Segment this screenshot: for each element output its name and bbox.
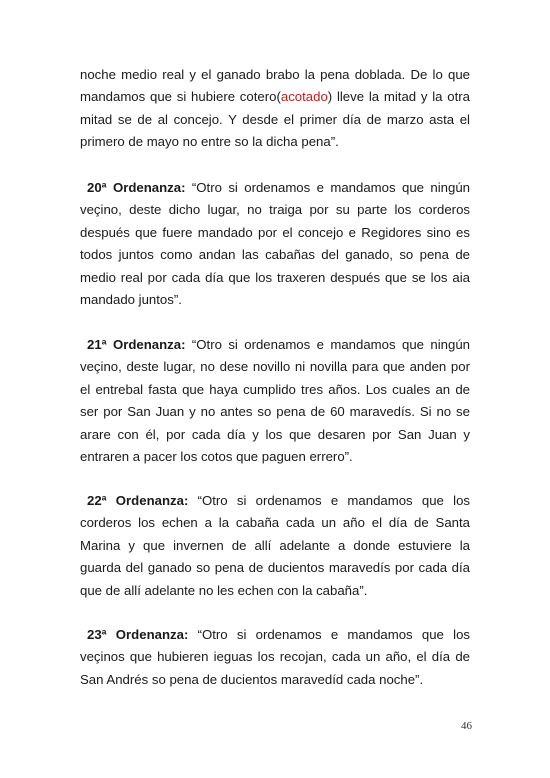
ordinance-22-paragraph xyxy=(80,490,470,602)
paragraph-text-before: noche medio real y el ganado brabo la pena doblada. De lo que mandamos que si hubiere cotero( xyxy=(80,67,470,105)
ordinance-20-text: “Otro si ordenamos e mandamos que ningún veçino, deste dicho lugar, no traiga por su parte los corderos después que fuere mandado por el concejo e Regidores sino es todos juntos como andan las cabañas del ganado, so pena de medio real por cada día que los traxeren después que se los aia mandado juntos”. xyxy=(80,180,470,308)
ordinance-20-paragraph xyxy=(80,177,470,311)
highlighted-word: acotado xyxy=(280,89,328,105)
ordinance-21-paragraph xyxy=(80,334,470,468)
paragraph-continuation xyxy=(80,64,470,154)
ordinance-23-text: “Otro si ordenamos e mandamos que los veçinos que hubieren ieguas los recojan, cada un año, el día de San Andrés so pena de ducientos maravedíd cada noche”. xyxy=(80,627,470,687)
ordinance-20-heading: 20ª Ordenanza: xyxy=(87,180,186,195)
paragraph-text-after: ) lleve la mitad y la otra mitad se de al concejo. Y desde el primer día de marzo asta el primero de mayo no entre so la dicha pena”. xyxy=(80,89,470,150)
ordinance-21-heading: 21ª Ordenanza: xyxy=(87,337,186,352)
ordinance-23-heading: 23ª Ordenanza: xyxy=(87,627,189,642)
ordinance-22-text: “Otro si ordenamos e mandamos que los corderos los echen a la cabaña cada un año el día de Santa Marina y que invernen de allí adelante a donde estuviere la guarda del ganado so pena de ducientos maravedís por cada día que de allí adelante no les echen con la cabaña”. xyxy=(80,493,470,598)
ordinance-21-text: “Otro si ordenamos e mandamos que ningún veçino, deste lugar, no dese novillo ni novilla para que anden por el entrebal fasta que haya cumplido tres años. Los cuales an de ser por San Juan y no antes so pena de 60 maravedís. Si no se arare con él, por cada día y los que desaren por San Juan y entraren a pacer los cotos que paguen errero”. xyxy=(80,337,470,465)
ordinance-22-heading: 22ª Ordenanza: xyxy=(87,493,189,508)
page-number: 46 xyxy=(461,720,472,732)
ordinance-23-paragraph xyxy=(80,624,470,691)
